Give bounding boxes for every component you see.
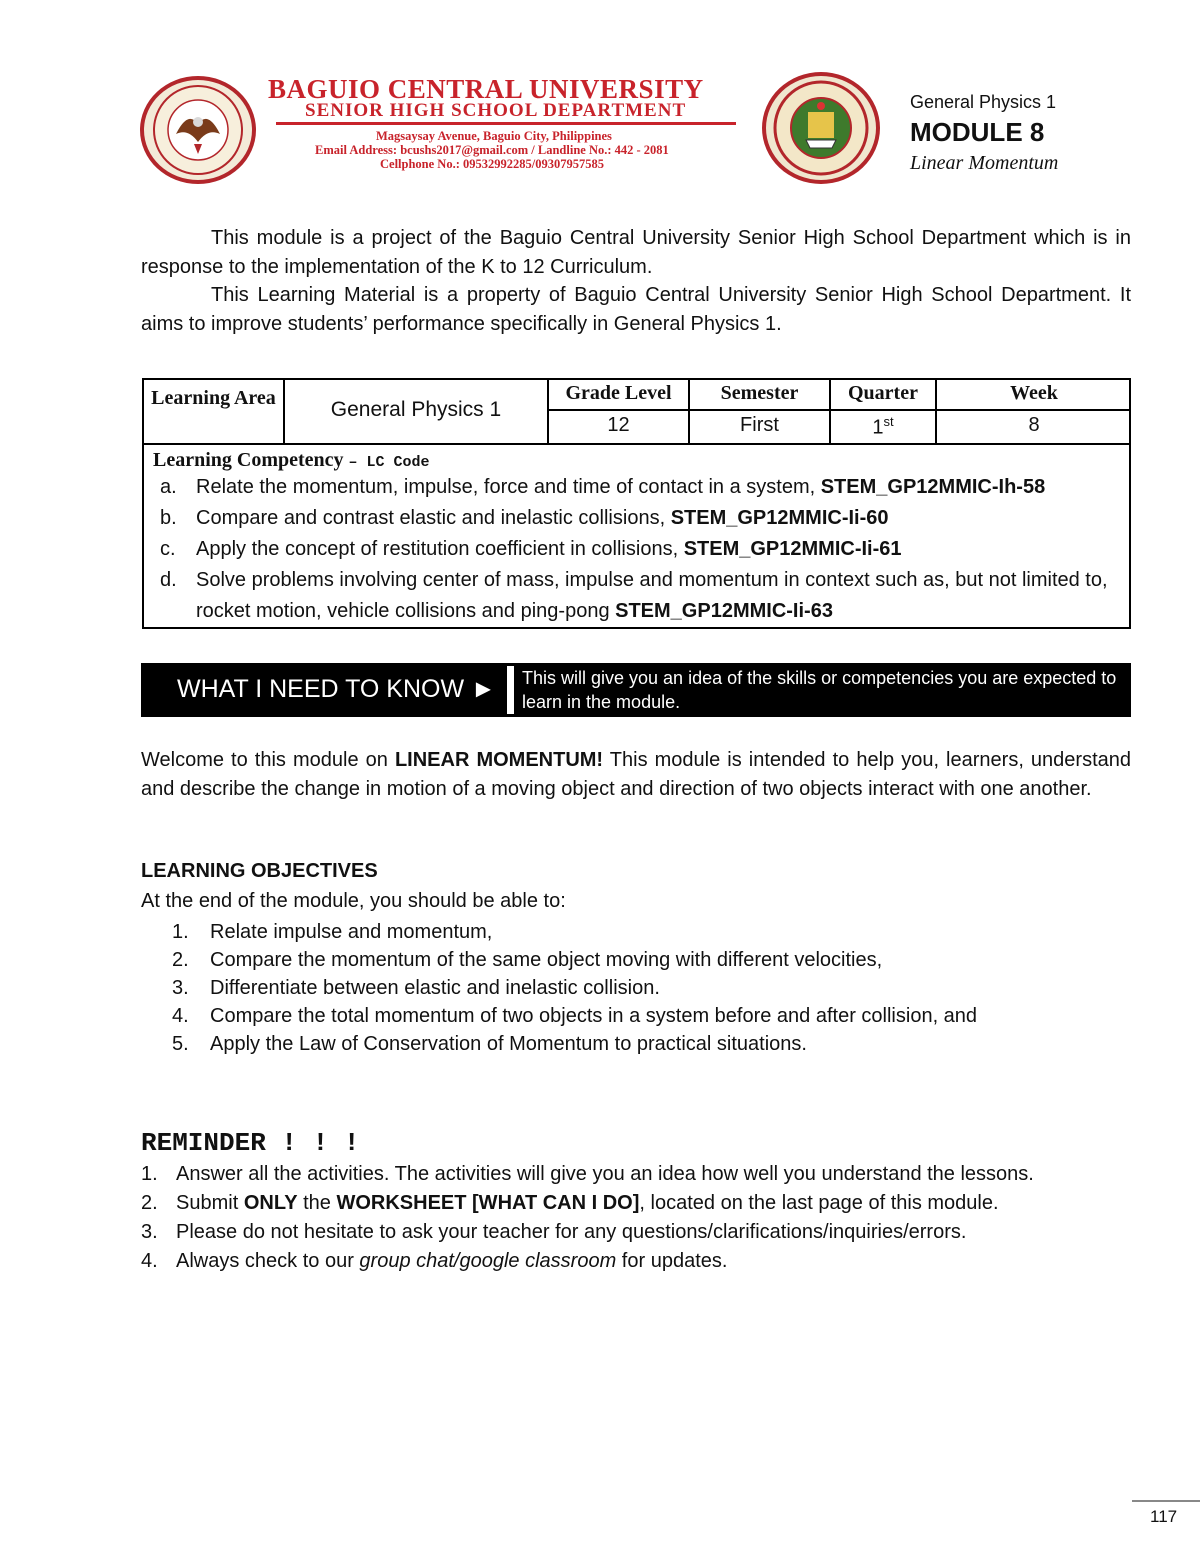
quarter-number: 1 [872,416,884,439]
week-value: 8 [1028,414,1040,436]
objective-number: 1. [172,921,189,943]
cellphone-line: Cellphone No.: 09532992285/09307957585 [380,157,604,171]
week-header: Week [1010,382,1058,404]
grade-level-header: Grade Level [565,382,672,404]
reminder-number: 3. [141,1221,158,1243]
objective-text: Differentiate between elastic and inelastic collision. [210,977,660,999]
reminder-emphasis-worksheet: WORKSHEET [WHAT CAN I DO] [336,1192,640,1214]
module-topic: Linear Momentum [910,152,1059,174]
objective-number: 3. [172,977,189,999]
reminder-text: for updates. [616,1250,728,1272]
competency-item [160,534,1125,565]
banner-divider [507,666,514,714]
objective-item [172,1005,977,1028]
welcome-text-rest: This module is intended to help you, learners, understand and describe the change in motion of a moving object and direction of two objects interact with one another. [141,749,1132,800]
reminder-text: Answer all the activities. The activities will give you an idea how well you understand the lessons. [176,1163,1034,1185]
page-number: 117 [1150,1507,1178,1526]
reminder-text: the [297,1192,337,1214]
header-divider [276,122,736,125]
competency-code: STEM_GP12MMIC-Ii-61 [683,538,902,560]
objective-item [172,949,882,972]
intro-text-1: This module is a project of the Baguio Central University Senior High School Department which is in response to the implementation of the K to 12 Curriculum. [141,227,1131,278]
competency-item [160,565,1125,627]
reminder-emphasis-only: ONLY [243,1192,298,1214]
lc-code-label: – LC Code [348,454,430,471]
reminder-text: Submit [176,1192,244,1214]
learning-area-label: Learning Area [151,387,276,409]
reminder-number: 4. [141,1250,158,1272]
banner-title: WHAT I NEED TO KNOW ► [177,675,496,703]
university-seal-logo [140,76,256,184]
competency-code: STEM_GP12MMIC-Ii-60 [670,507,889,529]
competency-text: Compare and contrast elastic and inelastic collisions, [196,507,671,529]
competency-item [160,472,1125,503]
objective-item [172,1033,807,1056]
banner-description: This will give you an idea of the skills or competencies you are expected to learn in the module. [522,668,1117,712]
competency-title-text: Learning Competency [153,449,344,471]
intro-text-2: This Learning Material is a property of Baguio Central University Senior High School Department. It aims to improve students’ performance specifically in General Physics 1. [141,284,1131,335]
competency-letter: b. [160,507,177,529]
quarter-header: Quarter [848,382,918,404]
objective-text: Compare the total momentum of two objects in a system before and after collision, and [210,1005,978,1027]
shs-seal-logo [762,72,880,184]
reminder-text: , located on the last page of this module. [639,1192,999,1214]
welcome-text: Welcome to this module on [141,749,395,771]
competency-code: STEM_GP12MMIC-Ih-58 [820,476,1046,498]
university-name: BAGUIO CENTRAL UNIVERSITY [268,74,704,104]
competency-letter: c. [160,538,176,560]
objective-item [172,977,660,1000]
objective-number: 4. [172,1005,189,1027]
competency-letter: a. [160,476,177,498]
objectives-intro: At the end of the module, you should be able to: [141,890,566,912]
semester-value: First [740,414,779,436]
eagle-seal-icon [144,80,252,180]
semester-header: Semester [720,382,799,404]
intro-paragraph-1 [141,224,1131,281]
intro-paragraph-2 [141,281,1131,338]
competency-text: Relate the momentum, impulse, force and time of contact in a system, [196,476,821,498]
objective-number: 5. [172,1033,189,1055]
grade-level-value: 12 [607,414,630,436]
competency-text: Apply the concept of restitution coefficient in collisions, [196,538,684,560]
module-number: MODULE 8 [910,117,1045,147]
competency-letter: d. [160,569,177,591]
reminder-italic: group chat/google classroom [359,1250,617,1272]
email-line: Email Address: bcushs2017@gmail.com / Landline No.: 442 - 2081 [315,143,669,157]
objective-item [172,921,492,944]
quarter-value [831,414,935,440]
welcome-paragraph [141,746,1131,803]
page-number-rule [1132,1500,1200,1502]
reminder-item [141,1221,966,1244]
competency-item [160,503,1125,534]
objective-number: 2. [172,949,189,971]
reminder-item [141,1192,999,1215]
reminder-item [141,1163,1034,1186]
subject-label: General Physics 1 [910,92,1057,112]
objective-text: Relate impulse and momentum, [210,921,493,943]
competency-code: STEM_GP12MMIC-Ii-63 [615,600,833,622]
address-line: Magsaysay Avenue, Baguio City, Philippines [376,129,612,143]
welcome-emphasis: LINEAR MOMENTUM! [394,749,604,771]
competency-title [153,449,430,472]
learning-area-value: General Physics 1 [330,398,502,421]
reminder-heading: REMINDER ! ! ! [141,1128,360,1158]
shs-seal-icon [766,76,876,180]
quarter-suffix: st [883,414,894,429]
department-name: SENIOR HIGH SCHOOL DEPARTMENT [305,100,687,121]
objective-text: Compare the momentum of the same object moving with different velocities, [210,949,883,971]
objective-text: Apply the Law of Conservation of Momentum to practical situations. [210,1033,807,1055]
objectives-heading: LEARNING OBJECTIVES [141,860,378,882]
reminder-text: Please do not hesitate to ask your teacher for any questions/clarifications/inquiries/errors. [176,1221,967,1243]
reminder-number: 2. [141,1192,158,1214]
reminder-item [141,1250,727,1273]
reminder-text: Always check to our [176,1250,360,1272]
competency-text: Solve problems involving center of mass, impulse and momentum in context such as, but not limited to, rocket motion, vehicle collisions and ping-pong [196,569,1108,622]
reminder-number: 1. [141,1163,158,1185]
